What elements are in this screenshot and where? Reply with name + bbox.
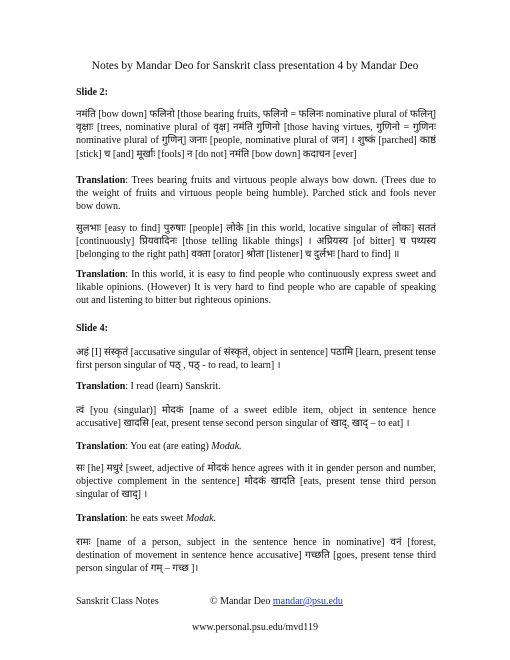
email-link[interactable]: mandar@psu.edu <box>272 596 343 607</box>
translation-text: : In this world, it is easy to find people who continuously express sweet and likable opinions. (However) It is very hard to find people who are capable of speaking out and listening to bitter but righteous opinions. <box>76 269 436 307</box>
translation-label: Translation <box>76 175 126 186</box>
footer-copyright <box>210 596 343 607</box>
translation-label: Translation <box>76 441 126 452</box>
translation-text: : he eats sweet <box>125 513 186 524</box>
paragraph-sanskrit-1: नमंति [bow down] फलिनो [those bearing fruits, फलिनो = फलिनः nominative plural of फलिन्] वृक्षाः [trees, nominative plural of वृक्ष] नमंति गुणिनो [those having virtues, गुणिनो = गुणिनः nominative plural of गुणिन्] जनाः [people, nominative plural of जन] । शुष्कं [parched] काष्ठं [stick] च [and] मूर्खाः [fools] न [do not] नमंति [bow down] कदाचन [ever] <box>76 109 436 160</box>
translation-text: : You eat (are eating) <box>125 441 212 452</box>
translation-label: Translation <box>76 513 126 524</box>
translation-2 <box>76 268 436 308</box>
paragraph-sanskrit-6: रामः [name of a person, subject in the sentence hence in nominative] वनं [forest, destination of movement in sentence hence accusative] गच्छति [goes, present tense third person singular of गम् – गच्छ ]। <box>76 537 436 575</box>
translation-term: Modak. <box>211 441 242 452</box>
translation-5 <box>76 512 436 525</box>
footer-url: www.personal.psu.edu/mvd119 <box>192 622 318 633</box>
paragraph-sanskrit-4: त्वं [you (singular)] मोदकं [name of a sweet edible item, object in sentence hence accusative] खादसि [eat, present tense second person singular of खाद्, खाद् – to eat] । <box>76 405 436 430</box>
footer-left-text: Sanskrit Class Notes <box>76 596 159 607</box>
slide-4-heading: Slide 4: <box>76 323 108 334</box>
translation-3 <box>76 380 436 393</box>
paragraph-sanskrit-3: अहं [I] संस्कृतं [accusative singular of संस्कृतं, object in sentence] पठामि [learn, present tense first person singular of पठ् , पठ् - to read, to learn] । <box>76 347 436 372</box>
translation-label: Translation <box>76 381 126 392</box>
translation-text: : I read (learn) Sanskrit. <box>125 381 221 392</box>
paragraph-sanskrit-2: सुलभाः [easy to find] पुरुषाः [people] लोके [in this world, locative singular of लोकः] सततं [continuously] प्रियवादिनः [those telling likable things] । अप्रियस्य [of bitter] च पथ्यस्य [belonging to the right path] वक्ता [orator] श्रोता [listener] च दुर्लभः [hard to find] ॥ <box>76 223 436 261</box>
translation-text: : Trees bearing fruits and virtuous people always bow down. (Trees due to the weight of fruits and virtuous people being humble). Parched stick and fools never bow down. <box>76 175 436 213</box>
translation-4 <box>76 440 436 453</box>
translation-term: Modak. <box>185 513 217 524</box>
translation-1 <box>76 174 436 214</box>
page-title: Notes by Mandar Deo for Sanskrit class presentation 4 by Mandar Deo <box>91 60 419 72</box>
translation-label: Translation <box>76 269 126 280</box>
slide-2-heading: Slide 2: <box>76 87 108 98</box>
footer-line <box>76 596 456 607</box>
copyright-text: © Mandar Deo <box>210 596 273 607</box>
paragraph-sanskrit-5: सः [he] मधुरं [sweet, adjective of मोदकं hence agrees with it in gender person and number, objective complement in the sentence] मोदकं खादति [eats, present tense third person singular of खाद्] । <box>76 463 436 501</box>
